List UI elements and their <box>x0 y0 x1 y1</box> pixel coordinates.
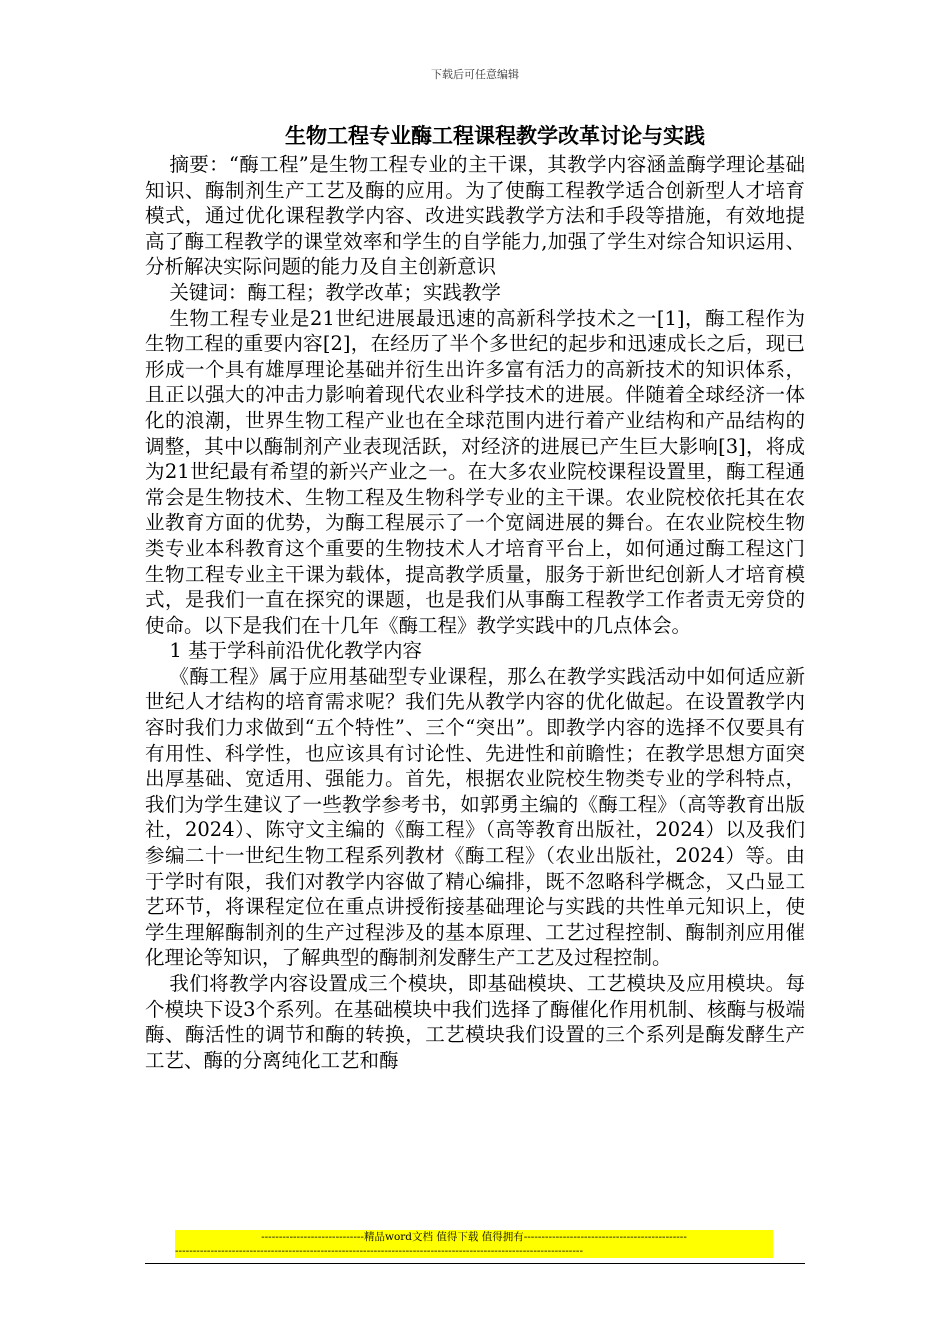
footer-banner-line-1: -----------------------------精品word文档 值得下载 值得拥有---------------------------------------------- <box>261 1231 687 1243</box>
abstract-paragraph: 摘要：“酶工程”是生物工程专业的主干课，其教学内容涵盖酶学理论基础知识、酶制剂生产工艺及酶的应用。为了使酶工程教学适合创新型人才培育模式，通过优化课程教学内容、改进实践教学方法和手段等措施，有效地提高了酶工程教学的课堂效率和学生的自学能力,加强了学生对综合知识运用、分析解决实际问题的能力及自主创新意识 <box>145 153 805 279</box>
section-1-paragraph-1: 《酶工程》属于应用基础型专业课程，那么在教学实践活动中如何适应新世纪人才结构的培育需求呢？我们先从教学内容的优化做起。在设置教学内容时我们力求做到“五个特性”、三个“突出”。即教学内容的选择不仅要具有有用性、科学性，也应该具有讨论性、先进性和前瞻性；在教学思想方面突出厚基础、宽适用、强能力。首先，根据农业院校生物类专业的学科特点，我们为学生建议了一些教学参考书，如郭勇主编的《酶工程》（高等教育出版社，2024）、陈守文主编的《酶工程》（高等教育出版社，2024）以及我们参编二十一世纪生物工程系列教材《酶工程》（农业出版社，2024）等。由于学时有限，我们对教学内容做了精心编排，既不忽略科学概念，又凸显工艺环节，将课程定位在重点讲授衔接基础理论与实践的共性单元知识上，使学生理解酶制剂的生产过程涉及的基本原理、工艺过程控制、酶制剂应用催化理论等知识，了解典型的酶制剂发酵生产工艺及过程控制。 <box>145 664 805 970</box>
header-note: 下载后可任意编辑 <box>431 68 519 81</box>
footer-banner <box>175 1230 773 1258</box>
intro-paragraph: 生物工程专业是21世纪进展最迅速的高新科学技术之一[1]，酶工程作为生物工程的重要内容[2]，在经历了半个多世纪的起步和迅速成长之后，现已形成一个具有雄厚理论基础并衍生出许多富有活力的高新技术的知识体系，且正以强大的冲击力影响着现代农业科学技术的进展。伴随着全球经济一体化的浪潮，世界生物工程产业也在全球范围内进行着产业结构和产品结构的调整，其中以酶制剂产业表现活跃，对经济的进展已产生巨大影响[3]，将成为21世纪最有希望的新兴产业之一。在大多农业院校课程设置里，酶工程通常会是生物技术、生物工程及生物科学专业的主干课。农业院校依托其在农业教育方面的优势，为酶工程展示了一个宽阔进展的舞台。在农业院校生物类专业本科教育这个重要的生物技术人才培育平台上，如何通过酶工程这门生物工程专业主干课为载体，提高教学质量，服务于新世纪创新人才培育模式，是我们一直在探究的课题，也是我们从事酶工程教学工作者责无旁贷的使命。以下是我们在十几年《酶工程》教学实践中的几点体会。 <box>145 306 805 637</box>
footer-divider <box>145 1263 805 1264</box>
document-body <box>145 122 805 1073</box>
keywords-paragraph: 关键词：酶工程；教学改革；实践教学 <box>169 280 501 304</box>
footer-banner-line-2: ------------------------------------------------------------------------------------------------------------------- <box>175 1245 584 1257</box>
document-title: 生物工程专业酶工程课程教学改革讨论与实践 <box>285 123 705 148</box>
section-heading-1: 1 基于学科前沿优化教学内容 <box>169 639 422 663</box>
section-1-paragraph-2: 我们将教学内容设置成三个模块，即基础模块、工艺模块及应用模块。每个模块下设3个系列。在基础模块中我们选择了酶催化作用机制、核酶与极端酶、酶活性的调节和酶的转换，工艺模块我们设置的三个系列是酶发酵生产工艺、酶的分离纯化工艺和酶 <box>145 972 805 1072</box>
